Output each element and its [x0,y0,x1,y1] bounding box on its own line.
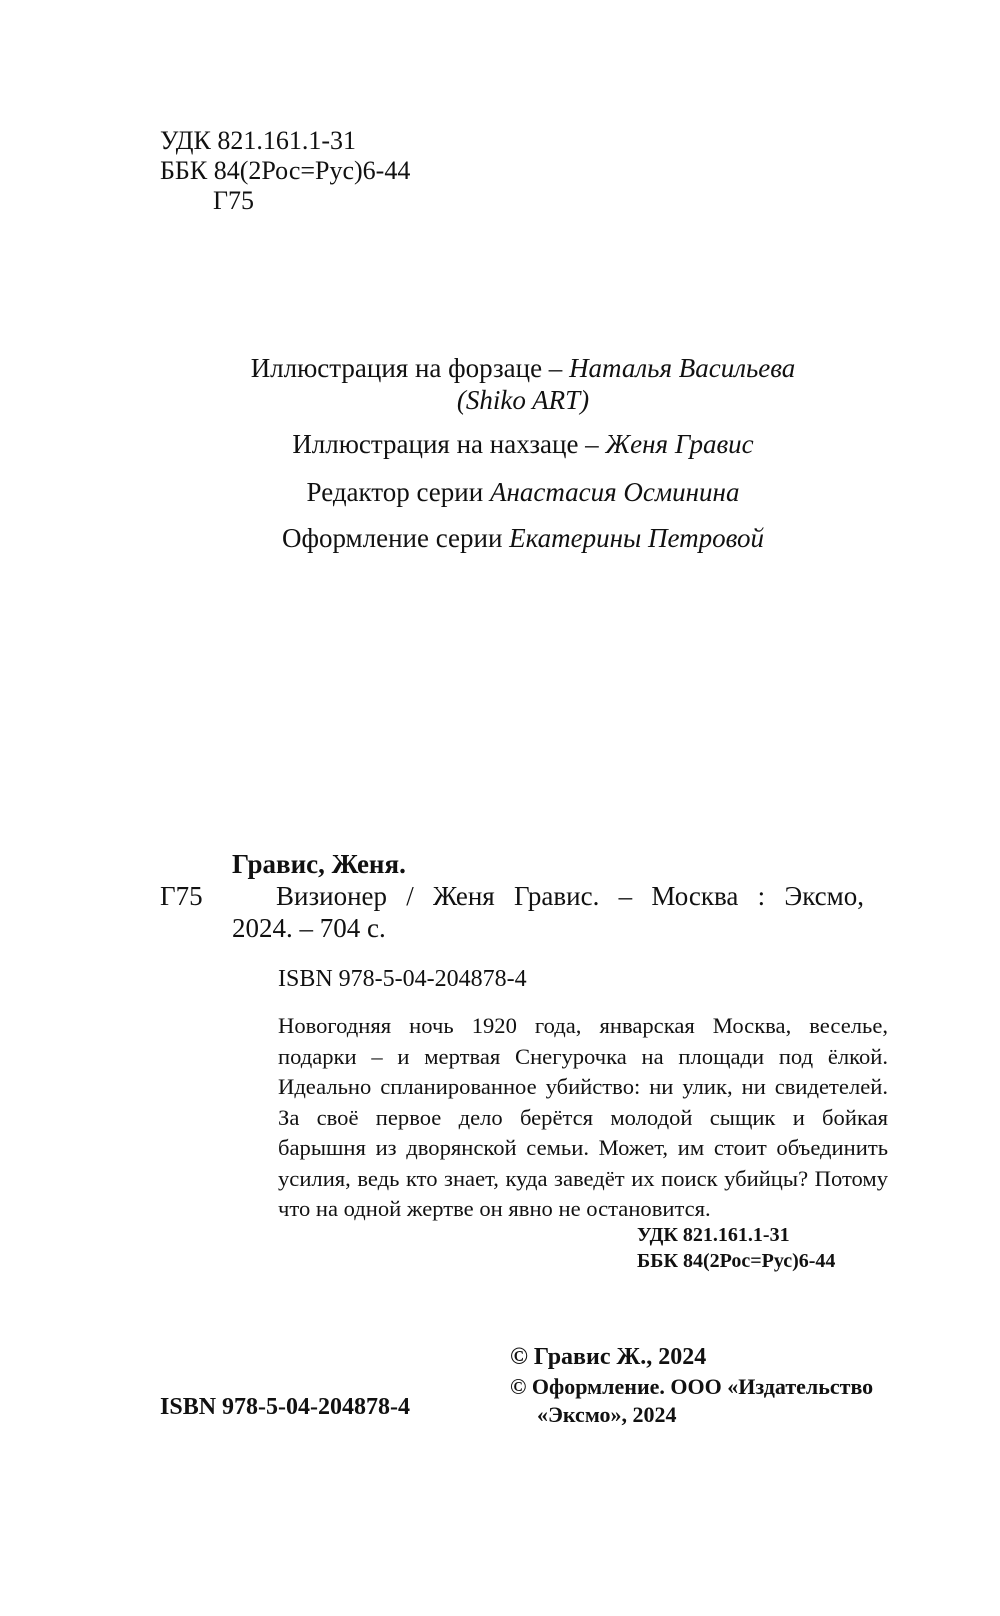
credit-role: Оформление серии [281,523,510,553]
header-bbk: ББК 84(2Рос=Рус)6-44 [160,156,411,185]
credit-name-cont: (Shiko ART) [456,385,590,415]
header-author-mark: Г75 [213,186,255,215]
credit-role: Редактор серии [306,477,490,507]
catalog-annotation: Новогодняя ночь 1920 года, январская Москва, веселье, подарки – и мертвая Снегурочка на площади под ёлкой. Идеально спланированное убийство: ни улик, ни свидетелей. За своё первое дело берётся молодой сыщик и бойкая барышня из дворянской семьи. Может, им стоит объединить усилия, ведь кто знает, куда заведёт их поиск убийцы? Потому что на одной жертве он явно не остановится. [278,1013,888,1221]
credit-endpaper-front [0,352,1000,384]
credit-role: Иллюстрация на нахзаце – [292,429,606,459]
footer-isbn: ISBN 978-5-04-204878-4 [160,1394,410,1420]
copyright-design-line-1: © Оформление. ООО «Издательство [510,1374,874,1399]
credit-name: Екатерины Петровой [509,523,765,553]
credit-role: Иллюстрация на форзаце – [250,353,570,383]
credit-endpaper-front-cont [0,384,1000,416]
credit-name: Наталья Васильева [569,353,796,383]
credit-name: Анастасия Осминина [489,477,740,507]
credit-endpaper-back [0,428,1000,460]
header-udk: УДК 821.161.1-31 [160,126,357,155]
catalog-title-line-1: Визионер / Женя Гравис. – Москва : Эксмо, [276,881,864,911]
catalog-title-line-2: 2024. – 704 с. [232,913,386,943]
credit-series-design [0,522,1000,554]
catalog-bbk: ББК 84(2Рос=Рус)6-44 [637,1250,836,1272]
catalog-author-mark: Г75 [160,881,203,911]
catalog-udk: УДК 821.161.1-31 [637,1224,790,1246]
credit-series-editor [0,476,1000,508]
catalog-author-heading: Гравис, Женя. [232,849,406,879]
credit-name: Женя Гравис [605,429,754,459]
copyright-design-line-2: «Эксмо», 2024 [537,1402,677,1427]
copyright-author: © Гравис Ж., 2024 [510,1344,707,1370]
catalog-isbn: ISBN 978-5-04-204878-4 [278,966,527,992]
